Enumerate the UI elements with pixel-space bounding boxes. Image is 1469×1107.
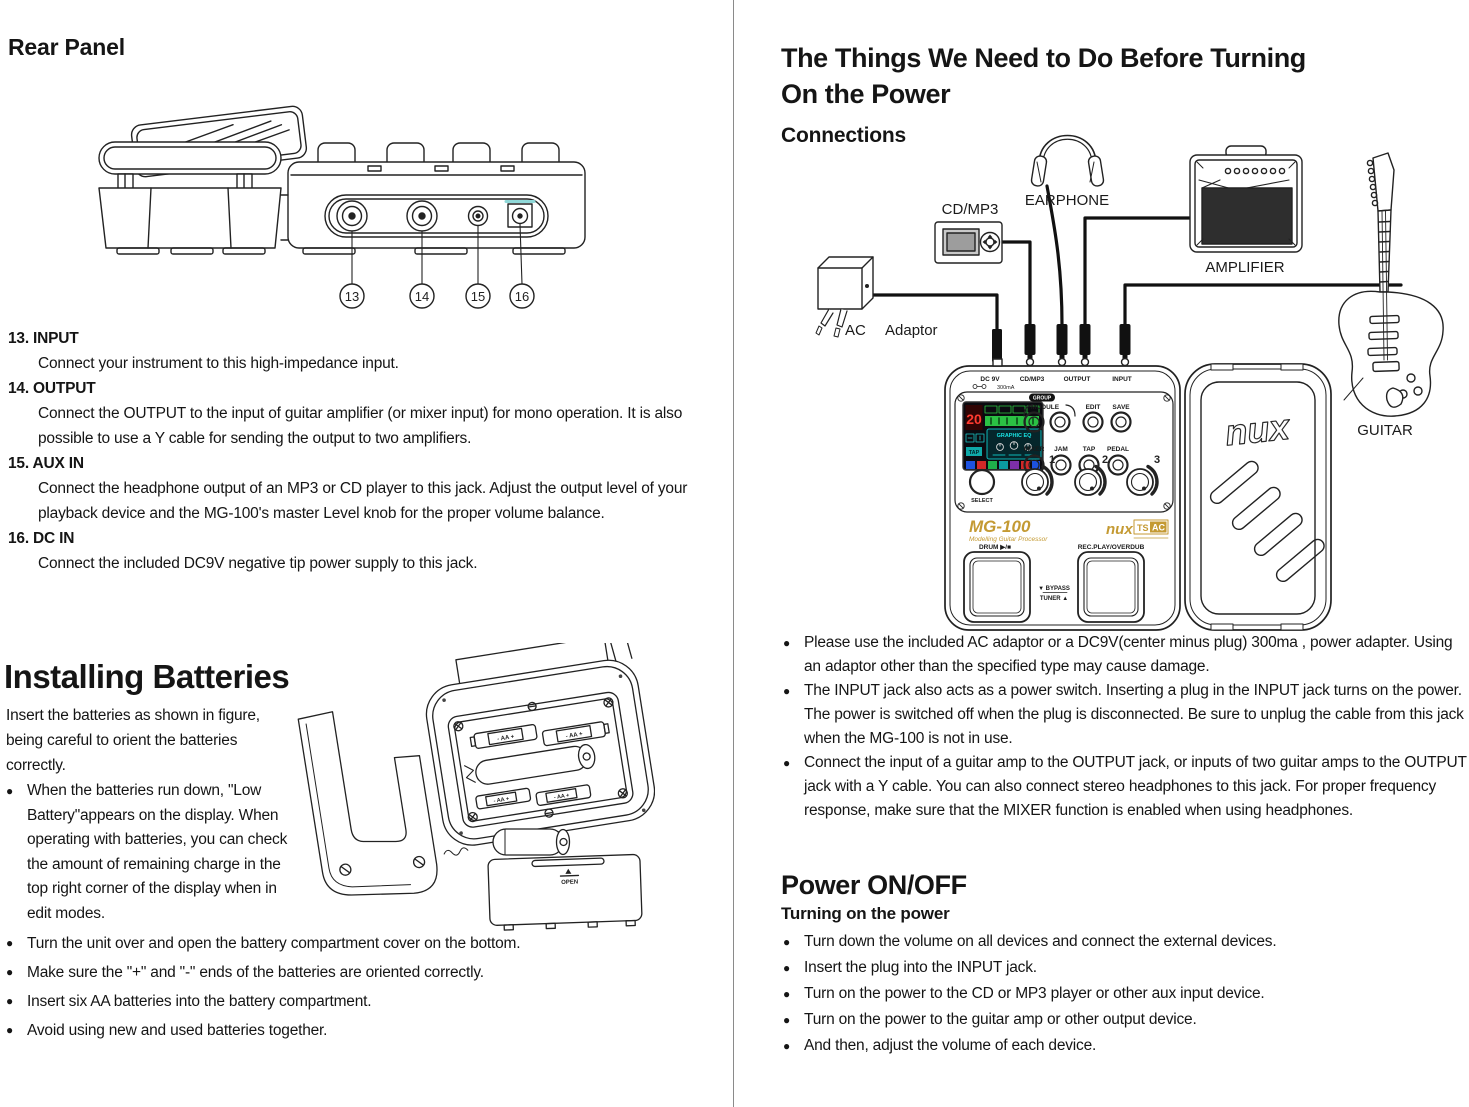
- pedal-jack-dc-label: DC 9V: [980, 376, 1000, 383]
- battery-bullet-4: ● Avoid using new and used batteries together.: [6, 1018, 706, 1043]
- earphone-label: EARPHONE: [1024, 192, 1110, 209]
- svg-text:- AA +: - AA +: [565, 731, 584, 741]
- item-16: [8, 526, 700, 576]
- amplifier-label: AMPLIFIER: [1205, 259, 1285, 276]
- item-13-label: 13. INPUT: [8, 330, 79, 347]
- model-subtitle: Modelling Guitar Processor: [969, 536, 1048, 543]
- pedal-jack-input-label: INPUT: [1112, 376, 1132, 383]
- cdmp3-label: CD/MP3: [941, 201, 999, 218]
- mg100-pedal: [945, 359, 1331, 631]
- edit-label: EDIT: [1085, 404, 1101, 411]
- drum-label: DRUM ▶/■: [978, 544, 1012, 551]
- power-onoff-title: Power ON/OFF: [781, 870, 967, 900]
- before-bullet-2: ● The INPUT jack also acts as a power switch. Inserting a plug in the INPUT jack turns on the power. The power is switched off when the plug is disconnected. Be sure to unplug the cable from this jack when the MG-100 is not in use.: [783, 679, 1469, 751]
- save-label: SAVE: [1112, 404, 1130, 411]
- rear-panel-diagram: [85, 100, 615, 315]
- power-onoff-bullets: [783, 929, 1469, 1059]
- nux-logo-small: nux: [1106, 521, 1133, 538]
- tap-label: TAP: [1082, 446, 1096, 453]
- power-bullet-1: ● Turn down the volume on all devices and connect the external devices.: [783, 929, 1469, 955]
- tsac-ac: AC: [1152, 522, 1165, 533]
- amplifier-icon: [1190, 146, 1302, 252]
- ac-label: AC: [845, 322, 866, 339]
- battery-bullet-2: ● Make sure the "+" and "-" ends of the batteries are oriented correctly.: [6, 960, 706, 985]
- item-15-text: Connect the headphone output of an MP3 or CD player to this jack. Adjust the output level of your playback device and the MG-100's master Level knob for the proper volume balance.: [38, 480, 688, 522]
- rec-label: REC.PLAY/OVERDUB: [1077, 544, 1145, 551]
- cover-open-label: OPEN: [561, 879, 579, 887]
- guitar-label: GUITAR: [1357, 422, 1413, 439]
- pedal-jack-output-label: OUTPUT: [1063, 376, 1091, 383]
- power-bullet-5: ● And then, adjust the volume of each device.: [783, 1033, 1469, 1059]
- battery-bullet-3: ● Insert six AA batteries into the battery compartment.: [6, 989, 706, 1014]
- power-bullet-3: ● Turn on the power to the CD or MP3 player or other aux input device.: [783, 981, 1469, 1007]
- tsac-ts: TS: [1137, 523, 1149, 533]
- svg-text:- AA +: - AA +: [496, 734, 515, 743]
- jam-label: JAM: [1054, 446, 1068, 453]
- loose-battery: [493, 829, 570, 855]
- battery-unit-bottom: [414, 643, 655, 849]
- display-preset-number: 20: [966, 411, 982, 427]
- tuner-label: TUNER ▲: [1039, 596, 1069, 602]
- item-15-label: 15. AUX IN: [8, 455, 84, 472]
- rear-expression-pedal: [99, 105, 307, 254]
- batteries-bullets: [6, 931, 706, 1047]
- svg-text:- AA +: - AA +: [493, 796, 510, 805]
- expression-pedal: [1185, 364, 1331, 630]
- item-16-text: Connect the included DC9V negative tip power supply to this jack.: [38, 555, 478, 572]
- battery-bullet-1: ● Turn the unit over and open the battery compartment cover on the bottom.: [6, 931, 706, 956]
- before-power-title-line2: On the Power: [781, 79, 951, 109]
- before-power-title-line1: The Things We Need to Do Before Turning: [781, 43, 1306, 73]
- nux-logo-big: nux: [1223, 405, 1292, 454]
- item-14-text: Connect the OUTPUT to the input of guitar amplifier (or mixer input) for mono operation. It is also possible to use a Y cable for sending the output to two amplifiers.: [38, 405, 683, 447]
- pedal-btn-label: PEDAL: [1106, 446, 1130, 453]
- batteries-note: ● When the batteries run down, "Low Battery"appears on the display. When operating with batteries, you can check the amount of remaining charge in the top right corner of the display when in edit modes.: [6, 779, 289, 926]
- group-badge: GROUP: [1032, 395, 1052, 402]
- before-power-bullets: [783, 631, 1469, 823]
- battery-cover: [488, 854, 642, 930]
- before-power-title: [781, 40, 1461, 112]
- connections-diagram: [781, 110, 1469, 640]
- callout-16: 16: [514, 289, 530, 304]
- model-name: MG-100: [969, 517, 1031, 536]
- column-divider: [733, 0, 734, 1107]
- pedal-jack-dc-ma: 300mA: [997, 385, 1015, 391]
- rear-panel-items: [8, 326, 700, 576]
- item-13: [8, 326, 700, 376]
- item-16-label: 16. DC IN: [8, 530, 75, 547]
- earphone-icon: [1031, 136, 1105, 187]
- cdmp3-player-icon: [935, 222, 1002, 263]
- before-bullet-3: ● Connect the input of a guitar amp to the OUTPUT jack, or inputs of two guitar amps to the OUTPUT jack with a Y cable. You can also connect stereo headphones to this jack. For proper frequency response, make sure that the MIXER function is enabled when using headphones.: [783, 751, 1469, 823]
- installing-batteries-title: Installing Batteries: [4, 658, 290, 695]
- batteries-intro: Insert the batteries as shown in figure, being careful to orient the batteries correctly.: [6, 707, 260, 774]
- item-15: [8, 451, 700, 526]
- pedal-jack-cdmp3-label: CD/MP3: [1019, 376, 1045, 383]
- item-14-label: 14. OUTPUT: [8, 380, 96, 397]
- callout-14: 14: [414, 289, 430, 304]
- knob2-number: 2: [1101, 454, 1109, 466]
- connections-subtitle: Connections: [781, 124, 906, 147]
- mixer-label: MIXER: [1023, 446, 1045, 453]
- battery-diagram: [283, 643, 655, 935]
- display-tap-label: TAP: [968, 450, 980, 456]
- svg-text:- AA +: - AA +: [553, 792, 570, 802]
- callout-13: 13: [344, 289, 360, 304]
- turning-on-subtitle: Turning on the power: [781, 904, 950, 923]
- item-14: [8, 376, 700, 451]
- before-bullet-1: ● Please use the included AC adaptor or a DC9V(center minus plug) 300ma , power adapter. Using an adaptor other than the specified type may cause damage.: [783, 631, 1469, 679]
- power-bullet-4: ● Turn on the power to the guitar amp or other output device.: [783, 1007, 1469, 1033]
- module-label: MODULE: [1030, 404, 1060, 411]
- callout-15: 15: [470, 289, 486, 304]
- rear-main-unit: [281, 143, 585, 254]
- display-eq-title: GRAPHIC EQ: [996, 433, 1032, 439]
- select-label: SELECT: [971, 498, 993, 504]
- knob1-number: 1: [1048, 454, 1056, 466]
- bypass-label: ▼ BYPASS: [1038, 586, 1070, 592]
- rear-panel-title: Rear Panel: [8, 34, 125, 60]
- item-13-text: Connect your instrument to this high-impedance input.: [38, 355, 399, 372]
- power-bullet-2: ● Insert the plug into the INPUT jack.: [783, 955, 1469, 981]
- knob3-number: 3: [1153, 454, 1161, 466]
- adaptor-label: Adaptor: [885, 322, 938, 339]
